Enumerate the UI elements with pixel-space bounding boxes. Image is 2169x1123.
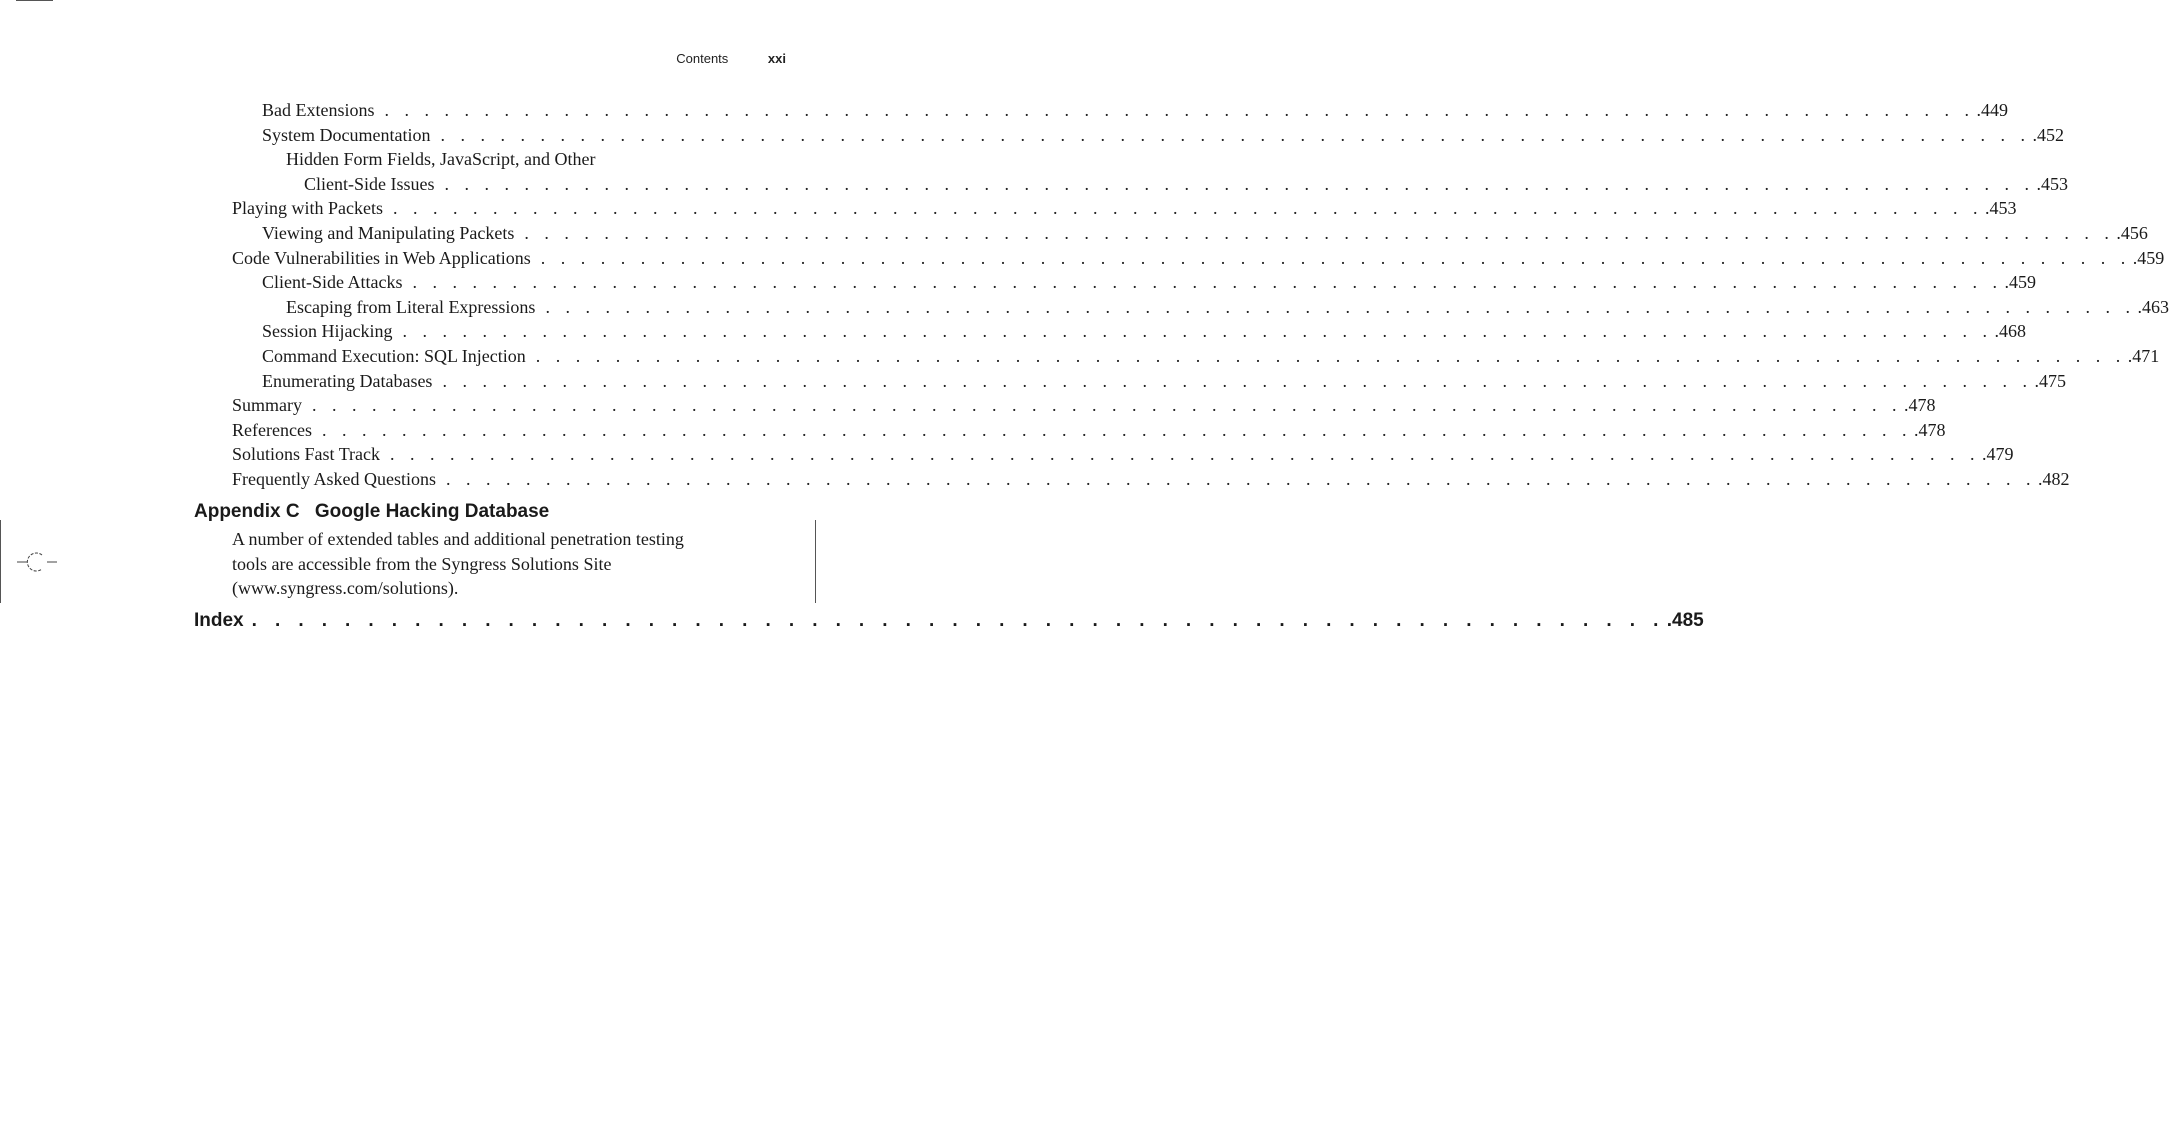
running-head [676, 51, 786, 66]
dot-leader: . . . . . . . . . . . . . . . . . . . . . . . . . . . . . . . . . . . . . . . . . . . . . . . . . . . . . . . . . . . . . . . . . . . . . . . . . . . . . . . . [540, 248, 2131, 268]
toc-entry-page-number: .459 [2132, 248, 2165, 268]
toc-entry-page-number: .475 [2034, 371, 2066, 391]
toc-entry-page-number: .459 [2004, 272, 2036, 292]
toc-entry[interactable] [262, 344, 2160, 368]
registration-mark-icon [17, 550, 57, 574]
appendix-description [232, 527, 732, 601]
toc-entry-title: Escaping from Literal Expressions [286, 295, 545, 319]
toc-entry-page-number: .468 [1994, 321, 2026, 341]
appendix-title: Google Hacking Database [314, 501, 550, 522]
appendix-heading [194, 501, 549, 523]
toc-entry[interactable] [262, 319, 2026, 343]
toc-entry[interactable] [232, 196, 2017, 220]
toc-entry[interactable] [232, 393, 1936, 417]
toc-entry-title: Code Vulnerabilities in Web Applications [232, 246, 541, 270]
toc-entry[interactable] [232, 418, 1946, 442]
appendix-description-line: tools are accessible from the Syngress Solutions Site [232, 553, 612, 574]
toc-entry-title: Summary [232, 393, 312, 417]
dot-leader: . . . . . . . . . . . . . . . . . . . . . . . . . . . . . . . . . . . . . . . . . . . . . . . . . . . . . . . . . . . . . . . . . . . . . . . . . . . . . . . . [446, 469, 2036, 489]
dot-leader: . . . . . . . . . . . . . . . . . . . . . . . . . . . . . . . . . . . . . . . . . . . . . . . . . . . . . . . . . . . . . [251, 610, 1665, 631]
toc-entry-title: Command Execution: SQL Injection [262, 344, 536, 368]
toc-entry-title: Client-Side Issues [304, 172, 445, 196]
toc-entry[interactable] [262, 270, 2036, 294]
toc-entry[interactable] [262, 98, 2008, 122]
running-head-section: Contents [676, 51, 729, 66]
toc-entry-title: Viewing and Manipulating Packets [262, 221, 524, 245]
toc-entry-page-number: .479 [1982, 444, 2014, 464]
toc-entry-title: Hidden Form Fields, JavaScript, and Other [286, 147, 605, 171]
toc-entry-title: Client-Side Attacks [262, 270, 412, 294]
toc-entry[interactable] [286, 147, 729, 171]
toc-entry[interactable] [232, 467, 2070, 491]
toc-entry-page-number: .453 [1985, 198, 2017, 218]
toc-entry-page-number: .452 [2032, 125, 2064, 145]
index-title: Index [194, 610, 244, 631]
toc-entry-page-number: .478 [1904, 395, 1936, 415]
toc-entry-page-number: .449 [1976, 100, 2008, 120]
dot-leader: . . . . . . . . . . . . . . . . . . . . . . . . . . . . . . . . . . . . . . . . . . . . . . . . . . . . . . . . . . . . . . . . . . . . . . . . . . . . . . . . [545, 297, 2136, 317]
toc-entry[interactable] [262, 369, 2066, 393]
running-head-page-number: xxi [767, 51, 786, 66]
toc-entry[interactable] [232, 442, 2014, 466]
toc-entry-page-number: .478 [1913, 420, 1946, 440]
dot-leader: . . . . . . . . . . . . . . . . . . . . . . . . . . . . . . . . . . . . . . . . . . . . . . . . . . . . . . . . . . . . . . . . . . . . . . . . . . . . . . . . [393, 198, 1983, 218]
toc-entry[interactable] [286, 295, 2169, 319]
toc-entry-title: System Documentation [262, 123, 440, 147]
dot-leader: . . . . . . . . . . . . . . . . . . . . . . . . . . . . . . . . . . . . . . . . . . . . . . . . . . . . . . . . . . . . . . . . . . . . . . . . . . . . . . . . [321, 420, 1912, 440]
toc-entry-title: Frequently Asked Questions [232, 467, 446, 491]
toc-entry[interactable] [232, 246, 2165, 270]
toc-entry[interactable] [262, 221, 2148, 245]
dot-leader: . . . . . . . . . . . . . . . . . . . . . . . . . . . . . . . . . . . . . . . . . . . . . . . . . . . . . . . . . . . . . . . . . . . . . . . . . . . . . . . . [442, 371, 2033, 391]
crop-mark-top [16, 0, 53, 1]
dot-leader: . . . . . . . . . . . . . . . . . . . . . . . . . . . . . . . . . . . . . . . . . . . . . . . . . . . . . . . . . . . . . . . . . . . . . . . . . . . . . . . . [390, 444, 1981, 464]
toc-entry-title: References [232, 418, 322, 442]
dot-leader: . . . . . . . . . . . . . . . . . . . . . . . . . . . . . . . . . . . . . . . . . . . . . . . . . . . . . . . . . . . . . . . . . . . . . . . . . . . . . . . . [384, 100, 1975, 120]
crop-mark-left [0, 520, 1, 603]
toc-entry-title: Solutions Fast Track [232, 442, 390, 466]
toc-entry[interactable] [262, 123, 2064, 147]
dot-leader: . . . . . . . . . . . . . . . . . . . . . . . . . . . . . . . . . . . . . . . . . . . . . . . . . . . . . . . . . . . . . . . . . . . . . . . . . . . . . . . . [312, 395, 1902, 415]
dot-leader: . . . . . . . . . . . . . . . . . . . . . . . . . . . . . . . . . . . . . . . . . . . . . . . . . . . . . . . . . . . . . . . . . . . . . . . . . . . . . . . . [535, 346, 2126, 366]
crop-mark-right [815, 520, 816, 603]
toc-entry-page-number: .482 [2038, 469, 2070, 489]
toc-entry-page-number: .456 [2116, 223, 2148, 243]
toc-entry-title: Bad Extensions [262, 98, 385, 122]
index-page-number: .485 [1666, 610, 1704, 631]
toc-entry[interactable] [304, 172, 2068, 196]
toc-entry-page-number: .471 [2127, 346, 2160, 366]
dot-leader: . . . . . . . . . . . . . . . . . . . . . . . . . . . . . . . . . . . . . . . . . . . . . . . . . . . . . . . . . . . . . . . . . . . . . . . . . . . . . . . . [440, 125, 2031, 145]
appendix-description-line: A number of extended tables and additional penetration testing [232, 529, 684, 549]
appendix-label: Appendix C [194, 501, 300, 522]
toc-entry-title: Enumerating Databases [262, 369, 442, 393]
appendix-description-line: (www.syngress.com/solutions). [232, 578, 459, 598]
toc-entry-title: Session Hijacking [262, 319, 403, 343]
dot-leader: . . . . . . . . . . . . . . . . . . . . . . . . . . . . . . . . . . . . . . . . . . . . . . . . . . . . . . . . . . . . . . . . . . . . . . . . . . . . . . . . [402, 321, 1993, 341]
index-entry[interactable] [194, 608, 1704, 634]
dot-leader: . . . . . . . . . . . . . . . . . . . . . . . . . . . . . . . . . . . . . . . . . . . . . . . . . . . . . . . . . . . . . . . . . . . . . . . . . . . . . . . . [412, 272, 2003, 292]
dot-leader: . . . . . . . . . . . . . . . . . . . . . . . . . . . . . . . . . . . . . . . . . . . . . . . . . . . . . . . . . . . . . . . . . . . . . . . . . . . . . . . . [524, 223, 2115, 243]
toc-entry-page-number: .463 [2137, 297, 2169, 317]
toc-entry-title: Playing with Packets [232, 196, 393, 220]
toc-entry-page-number: .453 [2036, 174, 2068, 194]
dot-leader: . . . . . . . . . . . . . . . . . . . . . . . . . . . . . . . . . . . . . . . . . . . . . . . . . . . . . . . . . . . . . . . . . . . . . . . . . . . . . . . . [444, 174, 2035, 194]
